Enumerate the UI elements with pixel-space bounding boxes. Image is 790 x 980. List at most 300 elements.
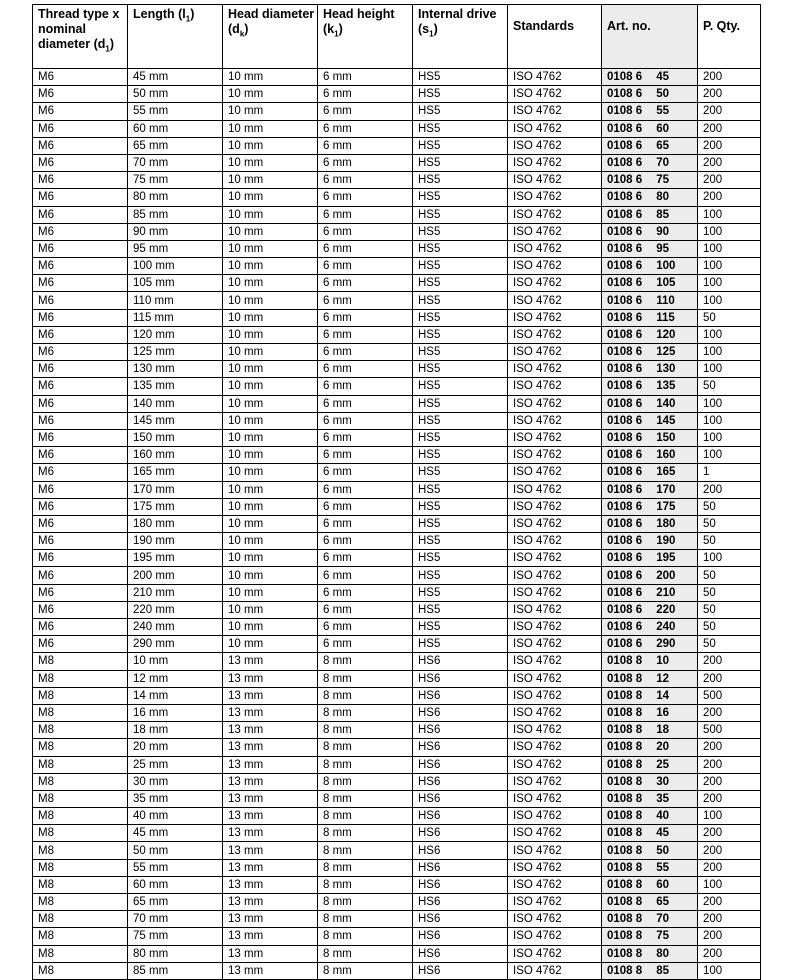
cell-internal-drive: HS6 [413, 704, 508, 721]
cell-head-diameter: 10 mm [223, 240, 318, 257]
art-no-base: 0108 6 [607, 105, 643, 118]
table-row [33, 739, 761, 756]
table-row [33, 601, 761, 618]
art-no-code: 70 [656, 157, 669, 170]
col-header-art-no: Art. no. [602, 5, 698, 69]
art-no-base: 0108 6 [607, 380, 643, 393]
cell-length: 70 mm [128, 911, 223, 928]
cell-thread: M6 [33, 275, 128, 292]
cell-standard: ISO 4762 [508, 550, 602, 567]
cell-head-height: 8 mm [318, 756, 413, 773]
cell-head-height: 6 mm [318, 309, 413, 326]
cell-length: 55 mm [128, 859, 223, 876]
cell-head-diameter: 13 mm [223, 739, 318, 756]
cell-pack-qty: 500 [698, 722, 761, 739]
cell-head-diameter: 13 mm [223, 962, 318, 979]
cell-art-no [602, 773, 698, 790]
cell-head-diameter: 10 mm [223, 223, 318, 240]
cell-head-diameter: 10 mm [223, 584, 318, 601]
art-no-code: 290 [656, 638, 676, 651]
cell-art-no [602, 240, 698, 257]
cell-length: 70 mm [128, 154, 223, 171]
cell-standard: ISO 4762 [508, 69, 602, 86]
cell-head-height: 6 mm [318, 636, 413, 653]
cell-head-diameter: 10 mm [223, 481, 318, 498]
cell-standard: ISO 4762 [508, 240, 602, 257]
cell-thread: M6 [33, 154, 128, 171]
cell-internal-drive: HS5 [413, 636, 508, 653]
cell-length: 290 mm [128, 636, 223, 653]
art-no-code: 130 [656, 363, 676, 376]
cell-internal-drive: HS5 [413, 584, 508, 601]
cell-internal-drive: HS5 [413, 275, 508, 292]
cell-head-diameter: 10 mm [223, 447, 318, 464]
cell-length: 45 mm [128, 825, 223, 842]
cell-art-no [602, 825, 698, 842]
cell-internal-drive: HS5 [413, 481, 508, 498]
cell-standard: ISO 4762 [508, 154, 602, 171]
cell-internal-drive: HS6 [413, 687, 508, 704]
cell-length: 85 mm [128, 962, 223, 979]
cell-art-no [602, 756, 698, 773]
cell-internal-drive: HS6 [413, 722, 508, 739]
cell-pack-qty: 500 [698, 687, 761, 704]
cell-pack-qty: 200 [698, 172, 761, 189]
cell-head-height: 8 mm [318, 808, 413, 825]
cell-thread: M6 [33, 309, 128, 326]
cell-thread: M6 [33, 103, 128, 120]
cell-length: 30 mm [128, 773, 223, 790]
art-no-base: 0108 8 [607, 741, 643, 754]
cell-art-no [602, 876, 698, 893]
col-header-pack-qty: P. Qty. [698, 5, 761, 69]
cell-standard: ISO 4762 [508, 962, 602, 979]
cell-pack-qty: 1 [698, 464, 761, 481]
art-no-base: 0108 6 [607, 483, 643, 496]
cell-thread: M6 [33, 533, 128, 550]
cell-thread: M6 [33, 567, 128, 584]
art-no-code: 60 [656, 122, 669, 135]
cell-standard: ISO 4762 [508, 275, 602, 292]
art-no-base: 0108 6 [607, 552, 643, 565]
cell-thread: M8 [33, 928, 128, 945]
cell-art-no [602, 258, 698, 275]
cell-thread: M8 [33, 894, 128, 911]
cell-pack-qty: 200 [698, 825, 761, 842]
cell-head-height: 6 mm [318, 533, 413, 550]
cell-length: 35 mm [128, 790, 223, 807]
art-no-code: 40 [656, 810, 669, 823]
cell-standard: ISO 4762 [508, 120, 602, 137]
cell-thread: M6 [33, 86, 128, 103]
cell-standard: ISO 4762 [508, 326, 602, 343]
cell-pack-qty: 200 [698, 69, 761, 86]
art-no-code: 18 [656, 724, 669, 737]
cell-internal-drive: HS5 [413, 137, 508, 154]
cell-internal-drive: HS6 [413, 773, 508, 790]
cell-length: 175 mm [128, 498, 223, 515]
cell-head-diameter: 10 mm [223, 412, 318, 429]
cell-pack-qty: 200 [698, 911, 761, 928]
cell-internal-drive: HS5 [413, 429, 508, 446]
cell-head-diameter: 10 mm [223, 206, 318, 223]
cell-length: 12 mm [128, 670, 223, 687]
col-header-internal-drive: Internal drive $(s_1)$ [413, 5, 508, 69]
cell-head-height: 8 mm [318, 722, 413, 739]
art-no-base: 0108 6 [607, 397, 643, 410]
cell-thread: M6 [33, 326, 128, 343]
art-no-base: 0108 6 [607, 122, 643, 135]
cell-head-diameter: 10 mm [223, 378, 318, 395]
cell-pack-qty: 200 [698, 189, 761, 206]
cell-length: 90 mm [128, 223, 223, 240]
table-row [33, 876, 761, 893]
cell-thread: M8 [33, 722, 128, 739]
cell-art-no [602, 911, 698, 928]
cell-length: 25 mm [128, 756, 223, 773]
cell-standard: ISO 4762 [508, 344, 602, 361]
cell-length: 125 mm [128, 344, 223, 361]
cell-length: 220 mm [128, 601, 223, 618]
cell-pack-qty: 100 [698, 395, 761, 412]
cell-internal-drive: HS5 [413, 447, 508, 464]
cell-length: 16 mm [128, 704, 223, 721]
cell-internal-drive: HS6 [413, 894, 508, 911]
cell-standard: ISO 4762 [508, 670, 602, 687]
cell-thread: M8 [33, 653, 128, 670]
cell-art-no [602, 722, 698, 739]
art-no-code: 120 [656, 328, 676, 341]
cell-art-no [602, 344, 698, 361]
cell-standard: ISO 4762 [508, 601, 602, 618]
art-no-code: 65 [656, 139, 669, 152]
art-no-code: 70 [656, 913, 669, 926]
cell-head-diameter: 10 mm [223, 103, 318, 120]
art-no-base: 0108 6 [607, 466, 643, 479]
cell-head-diameter: 13 mm [223, 722, 318, 739]
art-no-base: 0108 6 [607, 71, 643, 84]
cell-pack-qty: 200 [698, 790, 761, 807]
art-no-code: 135 [656, 380, 676, 393]
cell-head-height: 8 mm [318, 911, 413, 928]
cell-standard: ISO 4762 [508, 567, 602, 584]
cell-pack-qty: 100 [698, 206, 761, 223]
cell-art-no [602, 533, 698, 550]
cell-head-diameter: 13 mm [223, 945, 318, 962]
art-no-base: 0108 6 [607, 621, 643, 634]
cell-head-height: 6 mm [318, 189, 413, 206]
cell-length: 85 mm [128, 206, 223, 223]
col-header-thread: Thread type x nominal diameter $(d_1)$ [33, 5, 128, 69]
art-no-base: 0108 6 [607, 603, 643, 616]
art-no-code: 10 [656, 655, 669, 668]
cell-thread: M8 [33, 739, 128, 756]
art-no-base: 0108 6 [607, 88, 643, 101]
table-row [33, 172, 761, 189]
table-row [33, 137, 761, 154]
cell-head-height: 8 mm [318, 859, 413, 876]
cell-thread: M6 [33, 429, 128, 446]
cell-thread: M6 [33, 206, 128, 223]
cell-head-height: 8 mm [318, 687, 413, 704]
art-no-base: 0108 6 [607, 449, 643, 462]
cell-internal-drive: HS6 [413, 945, 508, 962]
cell-head-height: 6 mm [318, 275, 413, 292]
cell-art-no [602, 704, 698, 721]
cell-head-height: 6 mm [318, 429, 413, 446]
col-header-head-height: Head height $(k_1)$ [318, 5, 413, 69]
cell-pack-qty: 200 [698, 739, 761, 756]
table-row [33, 154, 761, 171]
cell-internal-drive: HS6 [413, 962, 508, 979]
cell-pack-qty: 200 [698, 120, 761, 137]
cell-standard: ISO 4762 [508, 378, 602, 395]
cell-head-diameter: 10 mm [223, 361, 318, 378]
cell-pack-qty: 50 [698, 533, 761, 550]
art-no-base: 0108 8 [607, 861, 643, 874]
table-row [33, 704, 761, 721]
table-row [33, 653, 761, 670]
art-no-base: 0108 8 [607, 964, 643, 977]
cell-internal-drive: HS5 [413, 103, 508, 120]
cell-art-no [602, 739, 698, 756]
cell-thread: M6 [33, 258, 128, 275]
cell-length: 160 mm [128, 447, 223, 464]
cell-internal-drive: HS5 [413, 154, 508, 171]
cell-pack-qty: 50 [698, 498, 761, 515]
table-row [33, 120, 761, 137]
cell-internal-drive: HS5 [413, 86, 508, 103]
cell-head-height: 6 mm [318, 154, 413, 171]
art-no-code: 16 [656, 707, 669, 720]
table-row [33, 69, 761, 86]
cell-head-height: 6 mm [318, 378, 413, 395]
cell-standard: ISO 4762 [508, 464, 602, 481]
cell-internal-drive: HS5 [413, 69, 508, 86]
cell-internal-drive: HS5 [413, 292, 508, 309]
cell-head-diameter: 13 mm [223, 842, 318, 859]
cell-art-no [602, 515, 698, 532]
art-no-code: 60 [656, 878, 669, 891]
cell-standard: ISO 4762 [508, 137, 602, 154]
cell-pack-qty: 100 [698, 223, 761, 240]
cell-head-diameter: 13 mm [223, 670, 318, 687]
cell-standard: ISO 4762 [508, 189, 602, 206]
art-no-base: 0108 6 [607, 586, 643, 599]
art-no-code: 195 [656, 552, 676, 565]
cell-art-no [602, 584, 698, 601]
cell-head-diameter: 10 mm [223, 120, 318, 137]
cell-internal-drive: HS6 [413, 842, 508, 859]
table-row [33, 326, 761, 343]
art-no-base: 0108 6 [607, 311, 643, 324]
cell-art-no [602, 636, 698, 653]
cell-head-diameter: 10 mm [223, 619, 318, 636]
cell-thread: M8 [33, 790, 128, 807]
cell-thread: M6 [33, 584, 128, 601]
cell-pack-qty: 200 [698, 481, 761, 498]
cell-pack-qty: 200 [698, 137, 761, 154]
cell-thread: M6 [33, 447, 128, 464]
cell-length: 145 mm [128, 412, 223, 429]
cell-head-height: 8 mm [318, 894, 413, 911]
art-no-code: 150 [656, 432, 676, 445]
cell-internal-drive: HS5 [413, 601, 508, 618]
cell-internal-drive: HS6 [413, 876, 508, 893]
cell-head-diameter: 13 mm [223, 756, 318, 773]
cell-head-diameter: 13 mm [223, 859, 318, 876]
cell-internal-drive: HS5 [413, 189, 508, 206]
table-row [33, 447, 761, 464]
cell-thread: M6 [33, 498, 128, 515]
art-no-code: 100 [656, 260, 676, 273]
art-no-code: 75 [656, 930, 669, 943]
table-row [33, 515, 761, 532]
cell-internal-drive: HS5 [413, 464, 508, 481]
cell-pack-qty: 100 [698, 326, 761, 343]
cell-head-diameter: 10 mm [223, 154, 318, 171]
cell-pack-qty: 200 [698, 653, 761, 670]
cell-length: 170 mm [128, 481, 223, 498]
cell-length: 20 mm [128, 739, 223, 756]
cell-length: 60 mm [128, 120, 223, 137]
cell-pack-qty: 50 [698, 309, 761, 326]
cell-standard: ISO 4762 [508, 447, 602, 464]
art-no-code: 20 [656, 741, 669, 754]
cell-head-height: 6 mm [318, 344, 413, 361]
cell-thread: M6 [33, 292, 128, 309]
art-no-base: 0108 6 [607, 432, 643, 445]
art-no-code: 30 [656, 775, 669, 788]
art-no-base: 0108 6 [607, 225, 643, 238]
cell-head-height: 6 mm [318, 258, 413, 275]
cell-pack-qty: 200 [698, 842, 761, 859]
cell-head-diameter: 10 mm [223, 498, 318, 515]
cell-head-diameter: 10 mm [223, 636, 318, 653]
table-body [33, 69, 761, 980]
cell-length: 200 mm [128, 567, 223, 584]
table-row [33, 911, 761, 928]
cell-head-diameter: 10 mm [223, 344, 318, 361]
art-no-base: 0108 6 [607, 414, 643, 427]
cell-thread: M8 [33, 825, 128, 842]
art-no-code: 12 [656, 672, 669, 685]
cell-art-no [602, 687, 698, 704]
art-no-code: 45 [656, 71, 669, 84]
cell-head-diameter: 13 mm [223, 653, 318, 670]
table-row [33, 808, 761, 825]
cell-head-diameter: 13 mm [223, 894, 318, 911]
cell-pack-qty: 200 [698, 945, 761, 962]
cell-head-diameter: 10 mm [223, 275, 318, 292]
art-no-code: 125 [656, 346, 676, 359]
cell-head-height: 8 mm [318, 876, 413, 893]
cell-head-height: 6 mm [318, 120, 413, 137]
cell-standard: ISO 4762 [508, 481, 602, 498]
cell-head-diameter: 10 mm [223, 326, 318, 343]
cell-head-diameter: 10 mm [223, 137, 318, 154]
cell-length: 10 mm [128, 653, 223, 670]
cell-thread: M8 [33, 842, 128, 859]
cell-head-diameter: 10 mm [223, 395, 318, 412]
cell-standard: ISO 4762 [508, 223, 602, 240]
cell-thread: M6 [33, 378, 128, 395]
cell-art-no [602, 412, 698, 429]
cell-internal-drive: HS6 [413, 653, 508, 670]
table-row [33, 206, 761, 223]
cell-standard: ISO 4762 [508, 808, 602, 825]
cell-standard: ISO 4762 [508, 636, 602, 653]
cell-art-no [602, 601, 698, 618]
cell-thread: M6 [33, 172, 128, 189]
table-row [33, 636, 761, 653]
cell-pack-qty: 50 [698, 584, 761, 601]
cell-internal-drive: HS5 [413, 378, 508, 395]
art-no-code: 95 [656, 242, 669, 255]
cell-head-diameter: 13 mm [223, 808, 318, 825]
cell-standard: ISO 4762 [508, 687, 602, 704]
art-no-code: 175 [656, 500, 676, 513]
table-row [33, 619, 761, 636]
cell-art-no [602, 395, 698, 412]
art-no-code: 240 [656, 621, 676, 634]
art-no-base: 0108 6 [607, 157, 643, 170]
cell-standard: ISO 4762 [508, 722, 602, 739]
cell-art-no [602, 464, 698, 481]
art-no-base: 0108 6 [607, 328, 643, 341]
cell-pack-qty: 50 [698, 636, 761, 653]
table-row [33, 412, 761, 429]
cell-length: 65 mm [128, 894, 223, 911]
cell-length: 190 mm [128, 533, 223, 550]
art-no-code: 145 [656, 414, 676, 427]
cell-pack-qty: 50 [698, 619, 761, 636]
cell-internal-drive: HS6 [413, 670, 508, 687]
cell-standard: ISO 4762 [508, 704, 602, 721]
table-row [33, 498, 761, 515]
cell-internal-drive: HS5 [413, 172, 508, 189]
cell-head-diameter: 10 mm [223, 567, 318, 584]
cell-pack-qty: 100 [698, 344, 761, 361]
cell-length: 100 mm [128, 258, 223, 275]
cell-head-diameter: 10 mm [223, 464, 318, 481]
cell-internal-drive: HS6 [413, 808, 508, 825]
cell-art-no [602, 172, 698, 189]
cell-internal-drive: HS5 [413, 498, 508, 515]
table-row [33, 670, 761, 687]
art-no-code: 105 [656, 277, 676, 290]
table-row [33, 292, 761, 309]
table-row [33, 945, 761, 962]
table-row [33, 275, 761, 292]
cell-standard: ISO 4762 [508, 292, 602, 309]
cell-art-no [602, 275, 698, 292]
cell-head-height: 6 mm [318, 206, 413, 223]
cell-pack-qty: 200 [698, 756, 761, 773]
cell-art-no [602, 928, 698, 945]
table-row [33, 533, 761, 550]
cell-thread: M6 [33, 412, 128, 429]
art-no-code: 65 [656, 896, 669, 909]
cell-thread: M8 [33, 756, 128, 773]
art-no-code: 50 [656, 88, 669, 101]
cell-art-no [602, 498, 698, 515]
cell-head-height: 6 mm [318, 326, 413, 343]
cell-head-height: 6 mm [318, 172, 413, 189]
cell-thread: M8 [33, 962, 128, 979]
art-no-base: 0108 6 [607, 500, 643, 513]
art-no-base: 0108 8 [607, 827, 643, 840]
